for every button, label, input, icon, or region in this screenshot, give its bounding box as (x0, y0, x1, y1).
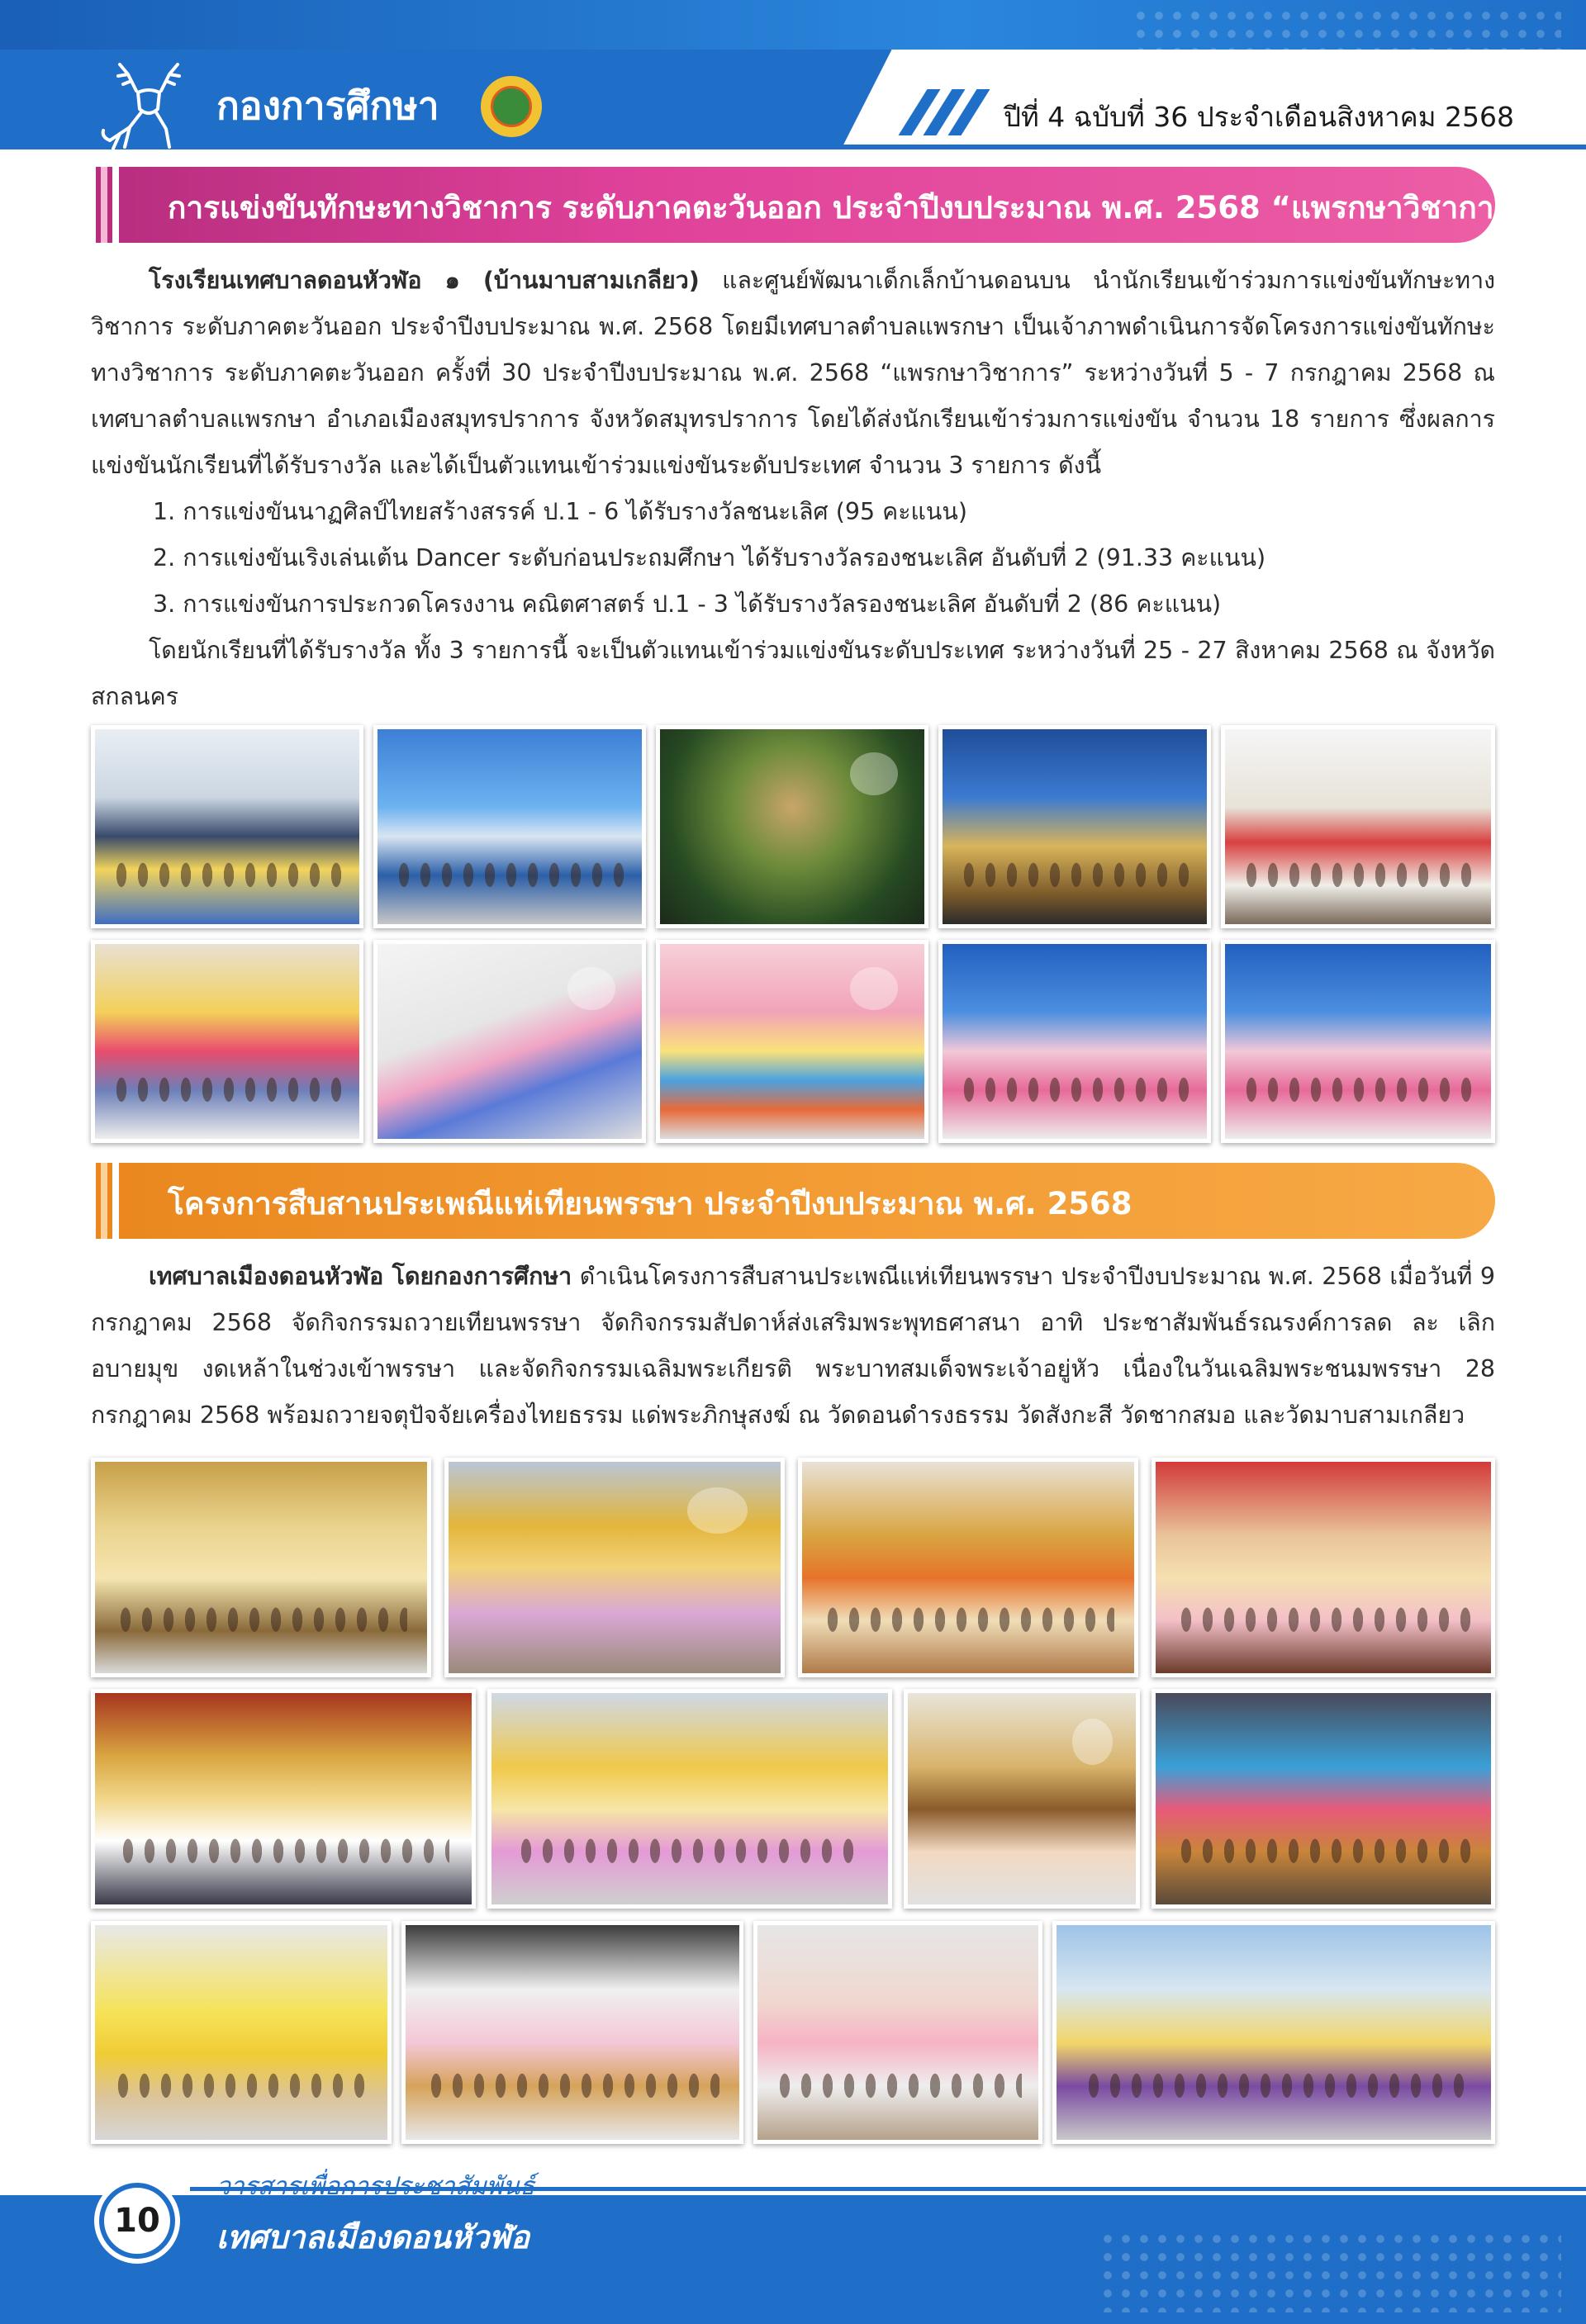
photo-candle-8 (1152, 1689, 1495, 1909)
issue-info: ปีที่ 4 ฉบับที่ 36 ประจำเดือนสิงหาคม 2568 (1004, 101, 1514, 133)
photo-academic-5 (1221, 725, 1495, 928)
photo-academic-3 (656, 725, 928, 928)
section-1-closing (91, 628, 1495, 720)
section-1-body (91, 258, 1495, 489)
photo-candle-3 (798, 1458, 1138, 1677)
footer-pattern (1099, 2230, 1561, 2312)
award-item: 3. การแข่งขันการประกวดโครงงาน คณิตศาสตร์ ป.1 - 3 ได้รับรางวัลรองชนะเลิศ อันดับที่ 2 (86 คะแนน) (153, 590, 1222, 618)
photo-candle-9 (401, 1921, 743, 2144)
photo-campaign-sign (91, 1921, 392, 2144)
photo-candle-7 (904, 1689, 1140, 1909)
photo-academic-6 (91, 940, 363, 1143)
section-2-title: โครงการสืบสานประเพณีแห่เทียนพรรษา ประจำปีงบประมาณ พ.ศ. 2568 (168, 1186, 1133, 1221)
photo-candle-1 (91, 1458, 431, 1677)
footer-title: เทศบาลเมืองดอนหัวฬ่อ (216, 2219, 529, 2255)
photo-academic-4 (938, 725, 1211, 928)
photo-academic-8 (656, 940, 928, 1143)
photo-academic-9 (938, 940, 1211, 1143)
photo-academic-10 (1221, 940, 1495, 1143)
photo-academic-7 (373, 940, 646, 1143)
photo-candle-5 (91, 1689, 476, 1909)
section-1-closing-text: โดยนักเรียนที่ได้รับรางวัล ทั้ง 3 รายการนี้ จะเป็นตัวแทนเข้าร่วมแข่งขันระดับประเทศ ระหว่างวันที่ 25 - 27 สิงหาคม 2568 ณ จังหวัดสกลนคร (91, 637, 1495, 710)
photo-candle-4 (1152, 1458, 1495, 1677)
municipal-seal-icon (477, 73, 545, 140)
section-1-title-bar (89, 167, 1531, 243)
section-1-school-name: โรงเรียนเทศบาลดอนหัวฬ่อ ๑ (บ้านมาบสามเกลียว) (149, 267, 700, 294)
photo-candle-6 (487, 1689, 892, 1909)
section-1-title: การแข่งขันทักษะทางวิชาการ ระดับภาคตะวันออก ประจำปีงบประมาณ พ.ศ. 2568 “แพรกษาวิชาการ” (168, 190, 1531, 225)
section-2-title-bar (89, 1163, 1495, 1239)
header-stripes-decoration (905, 89, 995, 135)
footer-subtitle: วารสารเพื่อการประชาสัมพันธ์ (216, 2172, 535, 2201)
section-2-organizer: เทศบาลเมืองดอนหัวฬ่อ โดยกองการศึกษา (149, 1263, 572, 1290)
department-name: กองการศึกษา (216, 83, 439, 128)
section-1-intro-text: และศูนย์พัฒนาเด็กเล็กบ้านดอนบน นำนักเรียนเข้าร่วมการแข่งขันทักษะทางวิชาการ ระดับภาคตะวันออก ประจำปีงบประมาณ พ.ศ. 2568 โดยมีเทศบาลตำบลแพรกษา เป็นเจ้าภาพดำเนินการจัดโครงการแข่งขันทักษะทางวิชาการ ระดับภาคตะวันออก ครั้งที่ 30 ประจำปีงบประมาณ พ.ศ. 2568 “แพรกษาวิชาการ” ระหว่างวันที่ 5 - 7 กรกฎาคม 2568 ณ เทศบาลตำบลแพรกษา อำเภอเมืองสมุทรปราการ จังหวัดสมุทรปราการ โดยได้ส่งนักเรียนเข้าร่วมการแข่งขัน จำนวน 18 รายการ ซึ่งผลการแข่งขันนักเรียนที่ได้รับรางวัล และได้เป็นตัวแทนเข้าร่วมแข่งขันระดับประเทศ จำนวน 3 รายการ ดังนี้ (91, 267, 1495, 479)
awards-list (153, 489, 1491, 628)
photo-candle-10 (753, 1921, 1042, 2144)
photo-academic-2 (373, 725, 646, 928)
award-item: 1. การแข่งขันนาฏศิลป์ไทยสร้างสรรค์ ป.1 - 6 ได้รับรางวัลชนะเลิศ (95 คะแนน) (153, 498, 967, 525)
award-item: 2. การแข่งขันเริงเล่นเต้น Dancer ระดับก่อนประถมศึกษา ได้รับรางวัลรองชนะเลิศ อันดับที่ 2 (91.33 คะแนน) (153, 544, 1266, 572)
section-2-body (91, 1254, 1495, 1439)
section-2-intro-text: ดำเนินโครงการสืบสานประเพณีแห่เทียนพรรษา ประจำปีงบประมาณ พ.ศ. 2568 เมื่อวันที่ 9 กรกฎาคม 2568 จัดกิจกรรมถวายเทียนพรรษา จัดกิจกรรมสัปดาห์ส่งเสริมพระพุทธศาสนา อาทิ ประชาสัมพันธ์รณรงค์การลด ละ เลิกอบายมุข งดเหล้าในช่วงเข้าพรรษา และจัดกิจกรรมเฉลิมพระเกียรติ พระบาทสมเด็จพระเจ้าอยู่หัว เนื่องในวันเฉลิมพระชนมพรรษา 28 กรกฎาคม 2568 พร้อมถวายจตุปัจจัยเครื่องไทยธรรม แด่พระภิกษุสงฆ์ ณ วัดดอนดำรงธรรม วัดสังกะสี วัดชากสมอ และวัดมาบสามเกลียว (91, 1263, 1495, 1429)
page-number: 10 (99, 2183, 175, 2259)
header-pattern (1132, 7, 1561, 64)
photo-academic-1 (91, 725, 363, 928)
photo-candle-11 (1052, 1921, 1495, 2144)
photo-candle-2 (444, 1458, 785, 1677)
header-divider (0, 145, 1586, 149)
deer-logo-icon (95, 58, 202, 150)
